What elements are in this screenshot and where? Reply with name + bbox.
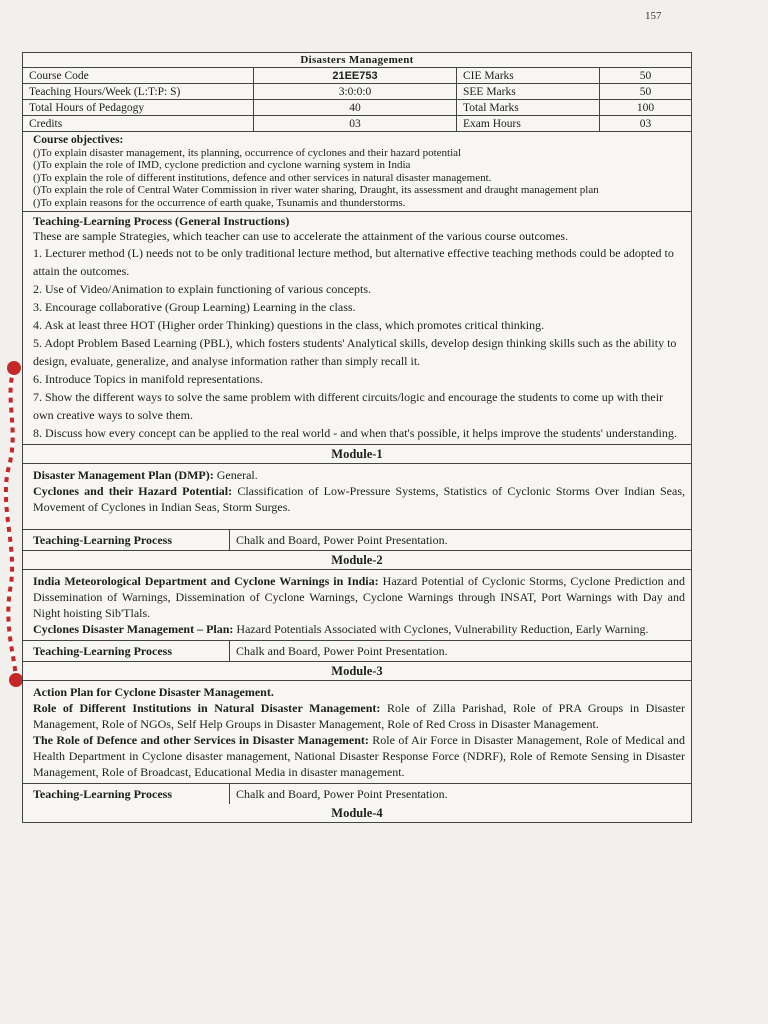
module-topic-title: Cyclones and their Hazard Potential: (33, 484, 233, 498)
tlp-item: 5. Adopt Problem Based Learning (PBL), which fosters students' Analytical skills, develop design thinking skills such as the ability to design, evaluate, generalize, and analyse information rather than simply recall it. (33, 336, 677, 368)
objective-item: ()To explain the role of different institutions, defence and other services in natural disaster management. (33, 171, 492, 184)
course-title: Disasters Management (23, 53, 691, 68)
module-topic-text: General. (213, 468, 258, 482)
tlp-item: 3. Encourage collaborative (Group Learning) Learning in the class. (33, 300, 356, 314)
module-paragraph (33, 684, 685, 700)
tl-label: Teaching-Learning Process (23, 641, 230, 661)
info-label-2: CIE Marks (457, 68, 600, 84)
module-topic-text: Classification of Low-Pressure Systems, Statistics of Cyclonic Storms Over Indian Seas, Movement of Cyclones in Indian Seas, Storm Surges. (33, 484, 686, 514)
module-1-teaching-learning (23, 530, 691, 551)
info-label: Teaching Hours/Week (L:T:P: S) (23, 84, 254, 100)
module-paragraph (33, 573, 685, 621)
tlp-heading: Teaching-Learning Process (General Instructions) (33, 214, 290, 228)
module-topic-title: Disaster Management Plan (DMP): (33, 468, 214, 482)
tl-value: Chalk and Board, Power Point Presentation. (236, 787, 448, 801)
module-3-content (23, 681, 691, 784)
course-info-row (23, 68, 691, 84)
module-topic-title: India Meteorological Department and Cyclone Warnings in India: (33, 574, 379, 588)
module-2-heading: Module-2 (23, 551, 691, 570)
info-label: Credits (23, 116, 254, 132)
binding-thread (0, 360, 24, 690)
tl-label: Teaching-Learning Process (23, 784, 230, 804)
info-label: Course Code (23, 68, 254, 84)
course-info-table (23, 68, 691, 131)
module-1-heading: Module-1 (23, 445, 691, 464)
module-topic-title: Role of Different Institutions in Natural Disaster Management: (33, 701, 381, 715)
info-value-2: 50 (600, 68, 692, 84)
info-label-2: Total Marks (457, 100, 600, 116)
objective-item: ()To explain disaster management, its planning, occurrence of cyclones and their hazard potential (33, 146, 462, 159)
module-1-content (23, 464, 691, 530)
tl-value: Chalk and Board, Power Point Presentation. (236, 644, 448, 658)
syllabus-document (22, 52, 692, 823)
module-topic-text: Role of Zilla Parishad, Role of PRA Groups in Disaster Management, Role of NGOs, Self Help Groups in Disaster Management, Role of Red Cross in Disaster Management. (33, 701, 685, 731)
info-value-2: 03 (600, 116, 692, 132)
tlp-intro: These are sample Strategies, which teacher can use to accelerate the attainment of the various course outcomes. (33, 229, 569, 243)
thread-knot-top (7, 361, 21, 375)
module-2-teaching-learning (23, 641, 691, 662)
info-label-2: Exam Hours (457, 116, 600, 132)
tlp-item: 6. Introduce Topics in manifold representations. (33, 372, 263, 386)
info-value: 21EE753 (254, 68, 457, 84)
course-info-row (23, 116, 691, 132)
module-topic-text: Role of Air Force in Disaster Management, Role of Medical and Health Department in Cyclone disaster management, National Disaster Response Force (NDRF), Role of Remote Sensing in Disaster Management, Role of Broadcast, Educational Media in disaster management. (33, 733, 685, 779)
module-3-heading: Module-3 (23, 662, 691, 681)
info-value: 3:0:0:0 (254, 84, 457, 100)
info-label-2: SEE Marks (457, 84, 600, 100)
info-value-2: 100 (600, 100, 692, 116)
module-paragraph (33, 621, 685, 637)
module-2-content (23, 570, 691, 641)
module-paragraph (33, 732, 685, 780)
thread-knot-bottom (9, 673, 23, 687)
tlp-item: 8. Discuss how every concept can be applied to the real world - and when that's possible, it helps improve the students' understanding. (33, 426, 677, 440)
module-topic-title: Cyclones Disaster Management – Plan: (33, 622, 234, 636)
info-value-2: 50 (600, 84, 692, 100)
module-topic-title: The Role of Defence and other Services in Disaster Management: (33, 733, 369, 747)
course-info-row (23, 100, 691, 116)
course-info (23, 68, 691, 132)
tl-value: Chalk and Board, Power Point Presentation. (236, 533, 448, 547)
module-4-heading: Module-4 (331, 806, 383, 820)
tlp-item: 1. Lecturer method (L) needs not to be only traditional lecture method, but alternative effective teaching methods could be adopted to attain the outcomes. (33, 246, 674, 278)
module-paragraph (33, 700, 685, 732)
module-topic-title: Action Plan for Cyclone Disaster Management. (33, 685, 274, 699)
module-topic-text: Hazard Potentials Associated with Cyclones, Vulnerability Reduction, Early Warning. (233, 622, 649, 636)
module-paragraph (33, 467, 685, 483)
module-topic-text: Hazard Potential of Cyclonic Storms, Cyclone Prediction and Dissemination of Warnings, Dissemination of Cyclone Warnings, Cyclone Warnings through INSAT, Port Warnings with Day and Night hoisting Sib'Tlals. (33, 574, 685, 620)
page-number: 157 (645, 10, 662, 22)
course-objectives (23, 132, 691, 212)
info-value: 03 (254, 116, 457, 132)
module-3-teaching-learning (23, 784, 691, 804)
objectives-list (33, 147, 685, 210)
tlp-item: 2. Use of Video/Animation to explain functioning of various concepts. (33, 282, 371, 296)
course-info-row (23, 84, 691, 100)
objectives-heading: Course objectives: (33, 134, 124, 146)
tlp-item: 7. Show the different ways to solve the same problem with different circuits/logic and encourage the students to come up with their own creative ways to solve them. (33, 390, 664, 422)
tlp-item: 4. Ask at least three HOT (Higher order Thinking) questions in the class, which promotes critical thinking. (33, 318, 545, 332)
teaching-learning-general (23, 212, 691, 445)
objective-item: ()To explain the role of Central Water Commission in river water sharing, Draught, its assessment and draught management plan (33, 184, 599, 196)
tl-label: Teaching-Learning Process (23, 530, 230, 550)
info-label: Total Hours of Pedagogy (23, 100, 254, 116)
module-paragraph (33, 483, 685, 515)
info-value: 40 (254, 100, 457, 116)
objective-item: ()To explain the role of IMD, cyclone prediction and cyclone warning system in India (33, 159, 411, 171)
tlp-list (33, 244, 685, 442)
objective-item: ()To explain reasons for the occurrence of earth quake, Tsunamis and thunderstorms. (33, 196, 406, 209)
